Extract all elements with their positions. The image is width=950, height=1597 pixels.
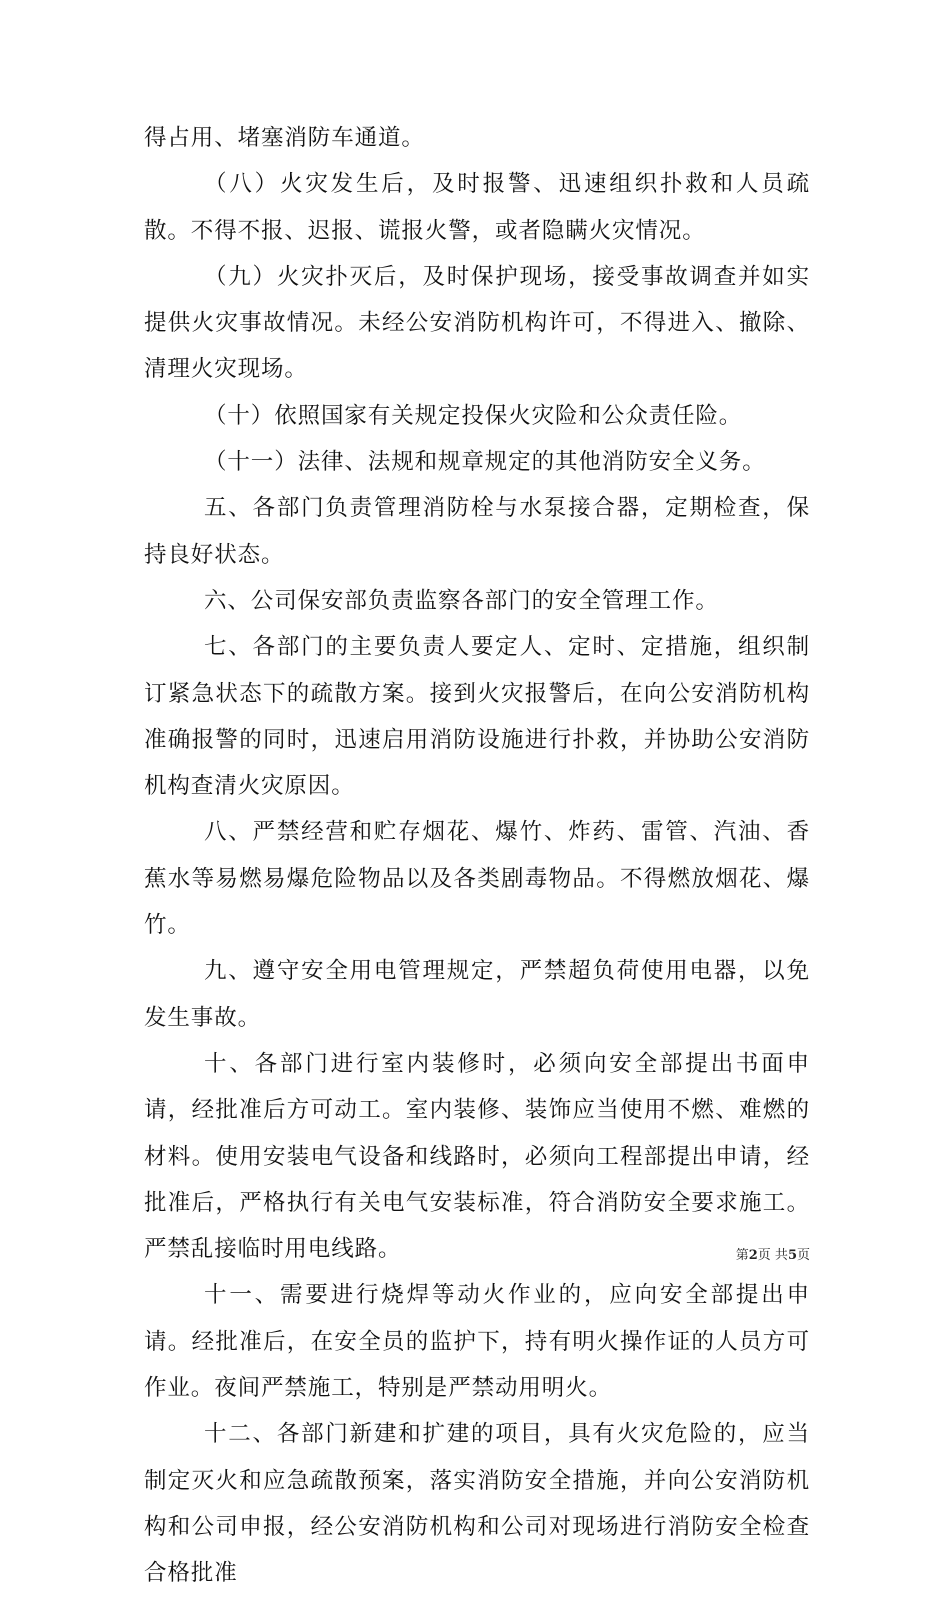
- paragraph-section-10: 十、各部门进行室内装修时，必须向安全部提出书面申请，经批准后方可动工。室内装修、装饰应当使用不燃、难燃的材料。使用安装电气设备和线路时，必须向工程部提出申请，经批准后，严格执行有关电气安装标准，符合消防安全要求施工。严禁乱接临时用电线路。: [144, 1050, 810, 1263]
- total-page-number: 5: [787, 1248, 797, 1263]
- paragraph-item-8: （八）火灾发生后，及时报警、迅速组织扑救和人员疏散。不得不报、迟报、谎报火警，或者隐瞒火灾情况。: [144, 171, 810, 244]
- paragraph-section-12: 十二、各部门新建和扩建的项目，具有火灾危险的，应当制定灭火和应急疏散预案，落实消防安全措施，并向公安消防机构和公司申报，经公安消防机构和公司对现场进行消防安全检查合格批准: [144, 1421, 810, 1587]
- current-page-number: 2: [748, 1248, 758, 1263]
- document-body: [144, 115, 810, 1597]
- page-footer: [690, 1244, 810, 1263]
- paragraph-section-6: 六、公司保安部负责监察各部门的安全管理工作。: [204, 587, 719, 614]
- paragraph-section-9: 九、遵守安全用电管理规定，严禁超负荷使用电器，以免发生事故。: [144, 958, 810, 1031]
- paragraph-item-9: （九）火灾扑灭后，及时保护现场，接受事故调查并如实提供火灾事故情况。未经公安消防机构许可，不得进入、撤除、清理火灾现场。: [144, 263, 810, 383]
- paragraph-section-5: 五、各部门负责管理消防栓与水泵接合器，定期检查，保持良好状态。: [144, 495, 810, 568]
- paragraph-item-10: （十）依照国家有关规定投保火灾险和公众责任险。: [204, 402, 743, 429]
- paragraph-section-11: 十一、需要进行烧焊等动火作业的，应向安全部提出申请。经批准后，在安全员的监护下，持有明火操作证的人员方可作业。夜间严禁施工，特别是严禁动用明火。: [144, 1282, 810, 1402]
- paragraph-section-7: 七、各部门的主要负责人要定人、定时、定措施，组织制订紧急状态下的疏散方案。接到火灾报警后，在向公安消防机构准确报警的同时，迅速启用消防设施进行扑救，并协助公安消防机构查清火灾原因。: [144, 634, 810, 800]
- paragraph-item-11: （十一）法律、法规和规章规定的其他消防安全义务。: [204, 449, 766, 476]
- paragraph-section-8: 八、严禁经营和贮存烟花、爆竹、炸药、雷管、汽油、香蕉水等易燃易爆危险物品以及各类剧毒物品。不得燃放烟花、爆竹。: [144, 819, 810, 939]
- footer-prefix: 第: [735, 1248, 749, 1263]
- footer-suffix: 页: [796, 1248, 810, 1263]
- paragraph-continuation: 得占用、堵塞消防车通道。: [144, 125, 425, 151]
- footer-middle: 页 共: [757, 1248, 788, 1263]
